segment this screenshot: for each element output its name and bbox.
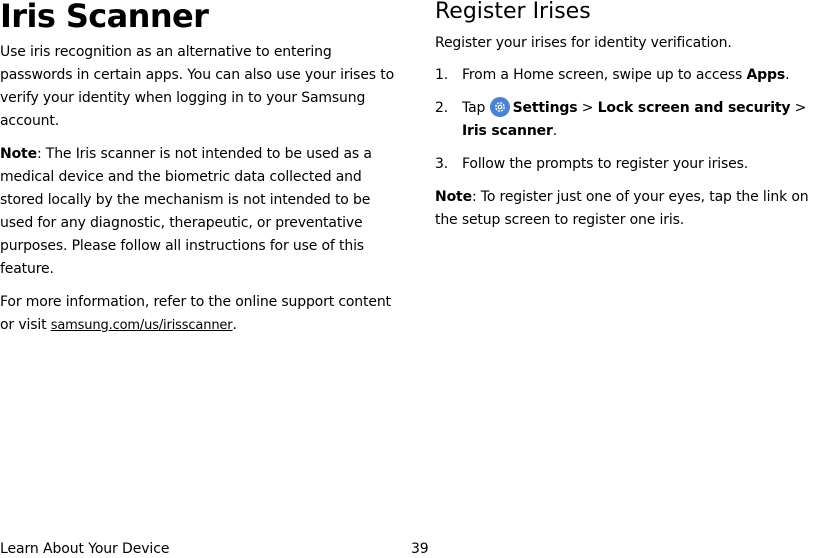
more-info-paragraph [0, 291, 404, 337]
page-title: Iris Scanner [0, 0, 209, 35]
note-text: : The Iris scanner is not intended to be used as a medical device and the biometric data collected and stored locally by the mechanism is not intended to be used for any diagnostic, therapeutic, or preventative purposes. Please follow all instructions for use of this feature. [0, 146, 372, 277]
register-note [435, 186, 822, 232]
register-intro: Register your irises for identity verification. [435, 35, 732, 51]
note-label: Note [435, 189, 472, 205]
more-info-text: For more information, refer to the online support content or visit [0, 294, 391, 333]
intro-paragraph: Use iris recognition as an alternative to entering passwords in certain apps. You can also use your irises to verify your identity when logging in to your Samsung account. [0, 44, 394, 129]
chevron-separator: > [790, 100, 807, 116]
note-paragraph [0, 143, 404, 281]
chevron-separator: > [577, 100, 598, 116]
page-number: 39 [411, 541, 429, 557]
step-2 [435, 97, 822, 143]
step-2-tap: Tap [462, 100, 490, 116]
settings-label: Settings [512, 100, 578, 116]
step-3 [435, 153, 822, 176]
section-title: Register Irises [435, 0, 591, 24]
iris-scanner-label: Iris scanner [462, 123, 553, 139]
footer-section-title: Learn About Your Device [0, 541, 170, 557]
lock-screen-label: Lock screen and security [597, 100, 791, 116]
step-1-text: From a Home screen, swipe up to access [462, 67, 747, 83]
support-link[interactable]: samsung.com/us/irisscanner [50, 318, 233, 333]
step-1 [435, 64, 822, 87]
step-2-end: . [552, 123, 558, 139]
gear-icon [490, 97, 510, 117]
step-3-text: Follow the prompts to register your irises. [462, 156, 749, 172]
step-number: 2. [435, 100, 449, 116]
right-column [435, 0, 822, 232]
steps-list [435, 64, 822, 176]
note-text: : To register just one of your eyes, tap the link on the setup screen to register one iris. [435, 189, 809, 228]
step-1-end: . [785, 67, 790, 83]
note-label: Note [0, 146, 37, 162]
step-number: 3. [435, 156, 449, 172]
more-info-end: . [232, 317, 237, 333]
step-number: 1. [435, 67, 449, 83]
apps-label: Apps [746, 67, 786, 83]
left-column [0, 0, 404, 337]
